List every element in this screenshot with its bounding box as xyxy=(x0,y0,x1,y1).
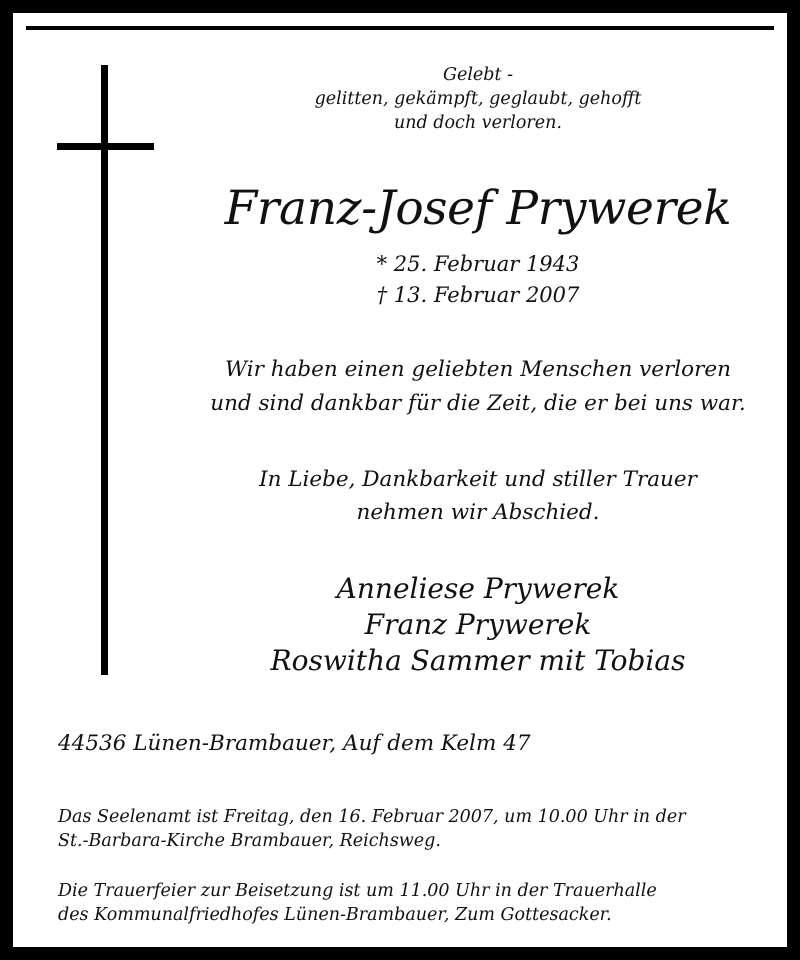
cross-icon xyxy=(101,65,108,675)
requiem-line: Das Seelenamt ist Freitag, den 16. Februar 2007, um 10.00 Uhr in der xyxy=(58,807,686,827)
farewell-text xyxy=(153,463,800,529)
death-date: † 13. Februar 2007 xyxy=(376,283,580,307)
life-dates xyxy=(153,249,800,311)
farewell-line: nehmen wir Abschied. xyxy=(356,500,600,525)
family-address: 44536 Lünen-Brambauer, Auf dem Kelm 47 xyxy=(58,731,531,756)
farewell-line: In Liebe, Dankbarkeit und stiller Trauer xyxy=(259,467,697,492)
motto-line: und doch verloren. xyxy=(394,113,562,133)
motto xyxy=(153,63,800,135)
motto-line: Gelebt - xyxy=(443,65,513,85)
funeral-line: des Kommunalfriedhofes Lünen-Brambauer, Zum Gottesacker. xyxy=(58,905,612,925)
memorial-verse xyxy=(153,353,800,421)
verse-line: Wir haben einen geliebten Menschen verloren xyxy=(225,357,731,382)
mourner-name: Franz Prywerek xyxy=(364,608,592,641)
mourners-list xyxy=(153,571,800,679)
requiem-notice xyxy=(58,805,778,853)
funeral-line: Die Trauerfeier zur Beisetzung ist um 11.00 Uhr in der Trauerhalle xyxy=(58,881,657,901)
cross-icon-beam xyxy=(57,143,154,150)
verse-line: und sind dankbar für die Zeit, die er bei uns war. xyxy=(210,391,746,416)
mourner-name: Anneliese Prywerek xyxy=(336,572,620,605)
birth-date: * 25. Februar 1943 xyxy=(376,252,580,276)
requiem-line: St.-Barbara-Kirche Brambauer, Reichsweg. xyxy=(58,831,441,851)
deceased-name: Franz-Josef Prywerek xyxy=(224,181,732,236)
motto-line: gelitten, gekämpft, geglaubt, gehofft xyxy=(314,89,642,109)
funeral-notice xyxy=(58,879,778,927)
border-top-rule xyxy=(26,26,774,30)
mourner-name: Roswitha Sammer mit Tobias xyxy=(270,644,686,677)
